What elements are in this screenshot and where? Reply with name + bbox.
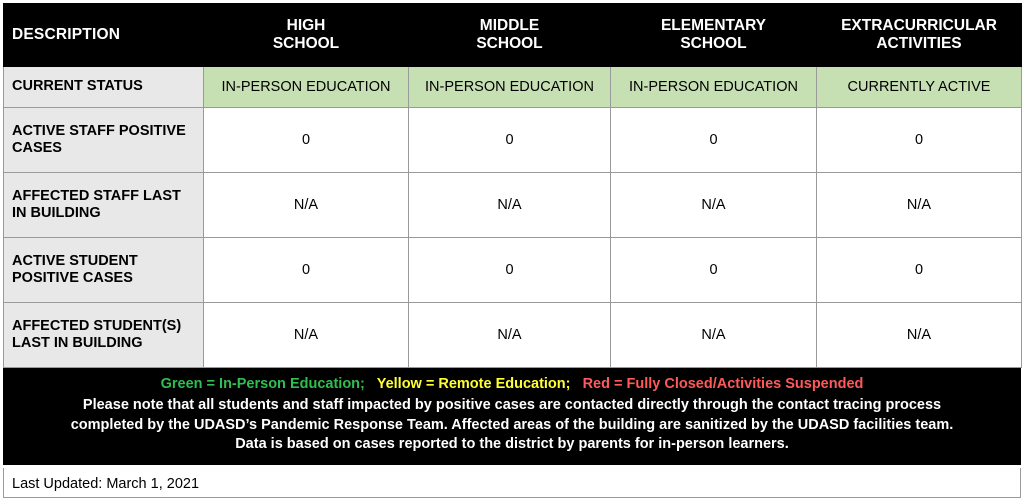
- cell-active-student-elementary-school: 0: [611, 238, 817, 303]
- column-header-description: DESCRIPTION: [4, 4, 204, 67]
- legend-separator-1: [369, 376, 373, 392]
- cell-active-staff-high-school: 0: [204, 108, 409, 173]
- row-label-affected-staff-last-in-building: [4, 173, 204, 238]
- row-label-line1: AFFECTED STAFF LAST: [12, 187, 181, 204]
- cell-affected-student-middle-school: N/A: [409, 303, 611, 368]
- cell-active-staff-extracurricular: 0: [817, 108, 1022, 173]
- cell-active-student-extracurricular: 0: [817, 238, 1022, 303]
- row-label-current-status: CURRENT STATUS: [4, 67, 204, 108]
- table-row: [4, 108, 1022, 173]
- table-header: [4, 4, 1022, 67]
- cell-active-staff-elementary-school: 0: [611, 108, 817, 173]
- table-row: [4, 238, 1022, 303]
- row-label-active-student-positive-cases: [4, 238, 204, 303]
- table-row: [4, 303, 1022, 368]
- table-row: [4, 173, 1022, 238]
- cell-affected-staff-high-school: N/A: [204, 173, 409, 238]
- legend-red: Red = Fully Closed/Activities Suspended: [582, 376, 864, 392]
- column-header-elementary-school-line1: ELEMENTARY: [660, 17, 767, 35]
- cell-current-status-high-school: IN-PERSON EDUCATION: [204, 67, 409, 108]
- table-header-row: [4, 4, 1022, 67]
- note-line-3: Data is based on cases reported to the district by parents for in-person learners.: [235, 436, 789, 453]
- column-header-high-school: [204, 4, 409, 67]
- legend-separator-2: [575, 376, 579, 392]
- row-label-line1: ACTIVE STAFF POSITIVE: [12, 122, 186, 139]
- note-line-2: completed by the UDASD’s Pandemic Response Team. Affected areas of the building are sanitized by the UDASD facilities team.: [70, 416, 954, 433]
- cell-current-status-extracurricular: CURRENTLY ACTIVE: [817, 67, 1022, 108]
- column-header-extracurricular: [817, 4, 1022, 67]
- notes-panel: [3, 368, 1021, 465]
- column-header-middle-school: [409, 4, 611, 67]
- column-header-high-school-line2: SCHOOL: [272, 35, 340, 52]
- column-header-extracurricular-line1: EXTRACURRICULAR: [841, 17, 997, 35]
- column-header-elementary-school: [611, 4, 817, 67]
- row-label-line1: AFFECTED STUDENT(S): [12, 317, 182, 334]
- last-updated-footer: Last Updated: March 1, 2021: [3, 468, 1021, 498]
- cell-affected-staff-extracurricular: N/A: [817, 173, 1022, 238]
- cell-affected-student-extracurricular: N/A: [817, 303, 1022, 368]
- note-line-1: Please note that all students and staff impacted by positive cases are contacted directly through the contact tracing process: [82, 397, 942, 413]
- cell-affected-student-elementary-school: N/A: [611, 303, 817, 368]
- cell-current-status-middle-school: IN-PERSON EDUCATION: [409, 67, 611, 108]
- column-header-elementary-school-line2: SCHOOL: [680, 35, 747, 52]
- cell-current-status-elementary-school: IN-PERSON EDUCATION: [611, 67, 817, 108]
- row-label-line2: IN BUILDING: [12, 205, 101, 221]
- row-label-active-staff-positive-cases: [4, 108, 204, 173]
- table-body: [4, 67, 1022, 368]
- cell-active-student-middle-school: 0: [409, 238, 611, 303]
- row-label-line2: LAST IN BUILDING: [12, 335, 143, 351]
- row-label-affected-students-last-in-building: [4, 303, 204, 368]
- cell-affected-student-high-school: N/A: [204, 303, 409, 368]
- table-row: [4, 67, 1022, 108]
- column-header-high-school-line1: HIGH: [286, 17, 326, 35]
- column-header-middle-school-line1: MIDDLE: [479, 17, 540, 35]
- cell-affected-staff-middle-school: N/A: [409, 173, 611, 238]
- row-label-line1: ACTIVE STUDENT: [12, 252, 138, 269]
- row-label-line2: CASES: [12, 140, 62, 156]
- cell-active-student-high-school: 0: [204, 238, 409, 303]
- legend-yellow: Yellow = Remote Education;: [376, 376, 571, 392]
- column-header-extracurricular-line2: ACTIVITIES: [876, 35, 962, 52]
- legend-green: Green = In-Person Education;: [160, 376, 365, 392]
- cell-affected-staff-elementary-school: N/A: [611, 173, 817, 238]
- color-legend: [13, 376, 1011, 392]
- cell-active-staff-middle-school: 0: [409, 108, 611, 173]
- status-table: [3, 3, 1022, 368]
- column-header-middle-school-line2: SCHOOL: [476, 35, 543, 52]
- row-label-line2: POSITIVE CASES: [12, 270, 133, 286]
